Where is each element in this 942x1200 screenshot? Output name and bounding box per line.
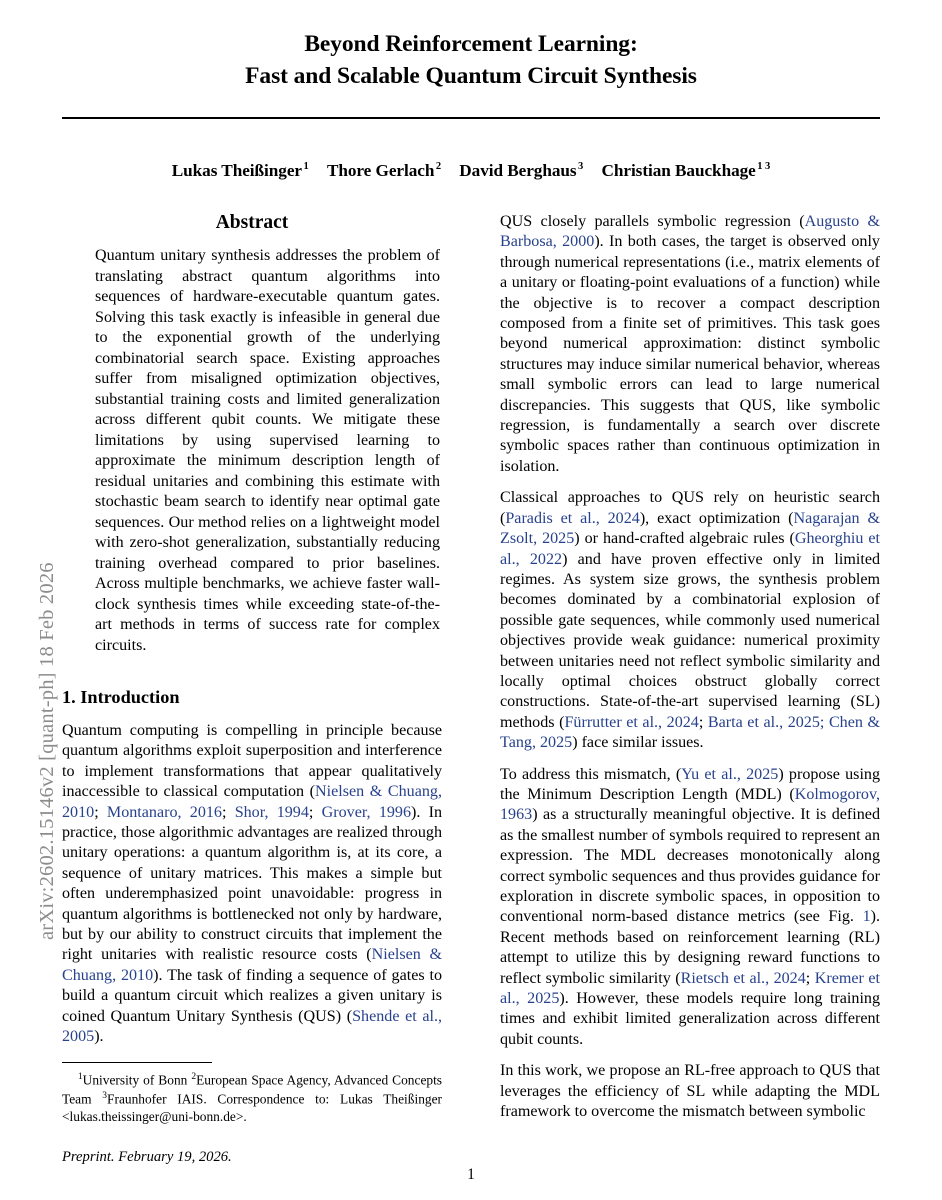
page-number: 1 — [467, 1166, 475, 1183]
abstract-text: Quantum unitary synthesis addresses the problem of translating abstract quantum algorithms into sequences of hardware-executable quantum gates. Solving this task exactly is infeasible in general due to the exponential growth of the underlying combinatorial search space. Existing approaches suffer from misaligned optimization objectives, substantial training costs and limited generalization across different qubit counts. We mitigate these limitations by using supervised learning to approximate the minimum description length of residual unitaries and combining this estimate with stochastic beam search to identify near optimal gate sequences. Our method relies on a lightweight model with zero-shot generalization, substantially reducing training overhead compared to prior baselines. Across multiple benchmarks, we achieve faster wall-clock synthesis times while exceeding state-of-the-art methods in terms of success rate for complex circuits. — [95, 247, 440, 654]
footnote-marker: 2 — [191, 1071, 197, 1082]
author-list — [62, 161, 880, 181]
citation-link[interactable]: Nielsen & Chuang, 2010 — [62, 946, 443, 984]
section-heading-introduction: 1. Introduction — [62, 687, 180, 707]
text-run: To address this mismatch, ( — [500, 765, 682, 783]
preprint-notice: Preprint. February 19, 2026. — [62, 1148, 232, 1165]
text-run: ; — [221, 803, 235, 821]
author-affiliation-marker: 3 — [578, 161, 584, 173]
author-entry — [602, 161, 771, 180]
citation-link[interactable]: Fürrutter et al., 2024 — [564, 713, 699, 731]
left-column — [62, 212, 442, 1166]
right-column — [500, 212, 880, 1122]
author-affiliation-marker: 2 — [435, 161, 442, 173]
text-run: ). Recent methods based on reinforcement learning (RL) attempt to utilize this by designing reward functions to reflect symbolic similarity ( — [500, 908, 880, 987]
author-entry — [459, 161, 583, 180]
footnote-text — [62, 1069, 442, 1125]
author-entry — [172, 161, 309, 180]
arxiv-stamp-text: arXiv:2602.15146v2 [quant-ph] 18 Feb 2026 — [36, 562, 58, 940]
author-name: Christian Bauckhage — [601, 161, 756, 180]
title-block — [62, 0, 880, 119]
text-run: ), exact optimization ( — [639, 509, 794, 527]
text-run: ). — [94, 1028, 104, 1046]
text-run: Fraunhofer IAIS. Correspondence to: Lukas Theißinger <lukas.theissinger@uni-bonn.de>. — [62, 1091, 442, 1124]
text-run: ) as a structurally meaningful objective. It is defined as the smallest number of symbols required to represent an expression. The MDL decreases monotonically along correct symbolic sequences and thus provides guidance for exploration in discrete symbolic spaces, in opposition to conventional norm-based distance metrics (see Fig. — [500, 806, 880, 926]
text-run: ) face similar issues. — [572, 734, 704, 752]
citation-link[interactable]: Paradis et al., 2024 — [505, 509, 640, 527]
text-run: European Space Agency, Advanced Concepts Team — [62, 1071, 443, 1107]
text-run: ; — [308, 803, 322, 821]
text-run: ). The task of finding a sequence of gates to build a quantum circuit which realizes a given unitary is coined Quantum Unitary Synthesis (QUS) ( — [62, 966, 442, 1025]
title-divider — [62, 117, 880, 119]
text-run: ). However, these models require long training times and exhibit limited generalization across different qubit counts. — [500, 990, 881, 1048]
footnote-divider — [62, 1062, 212, 1063]
intro-paragraph-3 — [500, 488, 880, 753]
intro-paragraph-5: In this work, we propose an RL-free approach to QUS that leverages the efficiency of SL while adapting the MDL framework to overcome the mismatch between symbolic — [500, 1062, 880, 1121]
text-run: Classical approaches to QUS rely on heuristic search ( — [500, 489, 880, 527]
citation-link[interactable]: Gheorghiu et al., 2022 — [500, 530, 880, 568]
author-name: Lukas Theißinger — [171, 161, 302, 180]
intro-paragraph-1 — [62, 721, 442, 1048]
text-run: ) or hand-crafted algebraic rules ( — [574, 530, 795, 548]
text-run: ). In practice, those algorithmic advantages are realized through unitary operations: a quantum algorithm is, at its core, a sequence of unitary matrices. This makes a simple but often underemphasized point unavoidable: progress in quantum algorithms is bottlenecked not only by hardware, but by our ability to construct circuits that implement the right unitaries with realistic resource costs ( — [62, 803, 443, 964]
citation-link[interactable]: Nielsen & Chuang, 2010 — [62, 783, 442, 821]
citation-link[interactable]: Yu et al., 2025 — [681, 765, 779, 783]
two-column-body — [62, 212, 880, 1166]
footnote-marker: 3 — [102, 1091, 108, 1102]
paper-content — [62, 0, 880, 1166]
page-title-line-2: Fast and Scalable Quantum Circuit Synthesis — [245, 63, 697, 89]
abstract-section — [62, 212, 442, 656]
citation-link[interactable]: Shor, 1994 — [234, 803, 309, 821]
footnote-block — [62, 1062, 442, 1166]
author-name: Thore Gerlach — [326, 161, 435, 180]
author-affiliation-marker: 1 — [303, 161, 309, 173]
page-title-line-1: Beyond Reinforcement Learning: — [304, 31, 638, 57]
text-run: ). In both cases, the target is observed only through numerical representations (i.e., matrix elements of a unitary or floating-point evaluations of a function) while the objective is to recover a compact description composed from a finite set of primitives. This task goes beyond numerical approximation: distinct symbolic structures may induce similar numerical behavior, whereas small symbolic errors can lead to large numerical discrepancies. This suggests that QUS, like symbolic regression, is fundamentally a search over discrete symbolic spaces rather than continuous optimization in isolation. — [500, 233, 880, 475]
citation-link[interactable]: Augusto & Barbosa, 2000 — [500, 213, 880, 251]
citation-link[interactable]: Nagarajan & Zsolt, 2025 — [500, 509, 880, 548]
text-run: ) propose using the Minimum Description Length (MDL) ( — [500, 765, 881, 803]
citation-link[interactable]: Kolmogorov, 1963 — [500, 785, 880, 824]
intro-paragraph-4 — [500, 765, 880, 1051]
citation-link[interactable]: Rietsch et al., 2024 — [680, 969, 806, 987]
intro-paragraph-2 — [500, 212, 880, 477]
citation-link[interactable]: Grover, 1996 — [321, 803, 412, 821]
author-name: David Berghaus — [459, 161, 577, 180]
figure-reference-link[interactable]: 1 — [862, 908, 871, 926]
text-run: Quantum computing is compelling in principle because quantum algorithms exploit superposition and interference to implement transformations that appear qualitatively inaccessible to classical computation ( — [62, 722, 442, 801]
citation-link[interactable]: Barta et al., 2025; Chen & Tang, 2025 — [500, 713, 880, 752]
text-run: ; — [94, 803, 107, 821]
citation-link[interactable]: Kremer et al., 2025 — [500, 969, 880, 1008]
citation-link[interactable]: Shende et al., 2005 — [62, 1007, 442, 1046]
text-run: University of Bonn — [82, 1071, 192, 1087]
text-run: ; — [698, 713, 708, 731]
author-affiliation-marker: 1 3 — [757, 161, 771, 173]
abstract-heading: Abstract — [215, 212, 289, 233]
footnote-marker: 1 — [77, 1071, 83, 1082]
text-run: ; — [805, 969, 815, 987]
abstract-body — [95, 246, 440, 656]
citation-link[interactable]: Montanaro, 2016 — [106, 803, 222, 821]
author-entry — [327, 161, 441, 180]
text-run: ) and have proven effective only in limited regimes. As system size grows, the synthesis problem becomes dominated by a combinatorial explosion of possible gate sequences, while commonly used numerical objectives provide weak guidance: numerical proximity between unitaries need not reflect symbolic similarity and locally optimal choices obstruct globally correct constructions. State-of-the-art supervised learning (SL) methods ( — [500, 550, 881, 731]
text-run: QUS closely parallels symbolic regression ( — [500, 213, 805, 230]
